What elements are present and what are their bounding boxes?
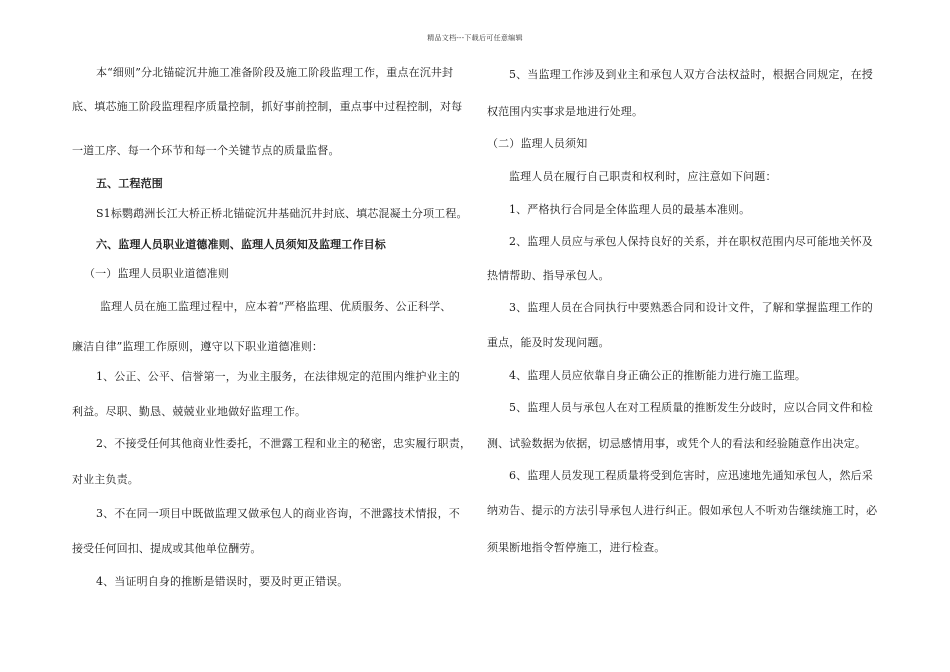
paragraph-line: 权范围内实事求是地进行处理。	[487, 105, 644, 118]
subsection-heading: （一）监理人员职业道德准则	[84, 267, 229, 280]
paragraph-line: S1标鹦鹉洲长江大桥正桥北锚碇沉井基础沉井封底、填芯混凝土分项工程。	[96, 207, 468, 220]
paragraph-line: 热情帮助、指导承包人。	[487, 269, 610, 282]
paragraph-line: 监理人员在履行自己职责和权利时，应注意如下问题：	[509, 170, 777, 183]
paragraph-line: 须果断地指令暂停施工，进行检查。	[487, 541, 666, 554]
paragraph-line: 重点，能及时发现问题。	[487, 336, 610, 349]
paragraph-line: 5、当监理工作涉及到业主和承包人双方合法权益时，根据合同规定，在授	[509, 68, 873, 81]
paragraph-line: 3、监理人员在合同执行中要熟悉合同和设计文件，了解和掌握监理工作的	[509, 301, 873, 314]
paragraph-line: 6、监理人员发现工程质量将受到危害时，应迅速地先通知承包人，然后采	[509, 469, 873, 482]
section-heading: 五、工程范围	[96, 177, 163, 190]
paragraph-line: 1、公正、公平、信誉第一，为业主服务，在法律规定的范围内维护业主的	[96, 370, 460, 383]
paragraph-line: 1、严格执行合同是全体监理人员的最基本准则。	[509, 203, 751, 216]
paragraph-line: 监理人员在施工监理过程中，应本着“严格监理、优质服务、公正科学、	[100, 300, 452, 313]
subsection-heading: （二）监理人员须知	[487, 137, 588, 150]
paragraph-line: 接受任何回扣、提成或其他单位酬劳。	[72, 542, 262, 555]
paragraph-line: 对业主负责。	[72, 473, 139, 486]
paragraph-line: 纳劝告、提示的方法引导承包人进行纠正。假如承包人不听劝告继续施工时，必	[487, 504, 878, 517]
paragraph-line: 4、当证明自身的推断是错误时，要及时更正错误。	[96, 575, 349, 588]
paragraph-line: 一道工序、每一个环节和每一个关键节点的质量监督。	[72, 144, 340, 157]
paragraph-line: 底、填芯施工阶段监理程序质量控制，抓好事前控制，重点事中过程控制，对每	[72, 100, 463, 113]
paragraph-line: 3、不在同一项目中既做监理又做承包人的商业咨询，不泄露技术情报，不	[96, 507, 460, 520]
paragraph-line: 5、监理人员与承包人在对工程质量的推断发生分歧时，应以合同文件和检	[509, 401, 873, 414]
paragraph-line: 4、监理人员应依靠自身正确公正的推断能力进行施工监理。	[509, 369, 807, 382]
paragraph-line: 测、试验数据为依据，切忌感情用事，或凭个人的看法和经验随意作出决定。	[487, 437, 867, 450]
section-heading: 六、监理人员职业道德准则、监理人员须知及监理工作目标	[96, 238, 386, 251]
paragraph-line: 本“细则”分北锚碇沉井施工准备阶段及施工阶段监理工作，重点在沉井封	[96, 66, 454, 79]
page-header-note: 精品文档---下载后可任意编辑	[427, 34, 523, 42]
paragraph-line: 2、监理人员应与承包人保持良好的关系，并在职权范围内尽可能地关怀及	[509, 235, 873, 248]
paragraph-line: 廉洁自律”监理工作原则，遵守以下职业道德准则：	[72, 340, 324, 353]
paragraph-line: 2、不接受任何其他商业性委托，不泄露工程和业主的秘密，忠实履行职责，	[96, 437, 472, 450]
paragraph-line: 利益。尽职、勤恳、兢兢业业地做好监理工作。	[72, 405, 307, 418]
